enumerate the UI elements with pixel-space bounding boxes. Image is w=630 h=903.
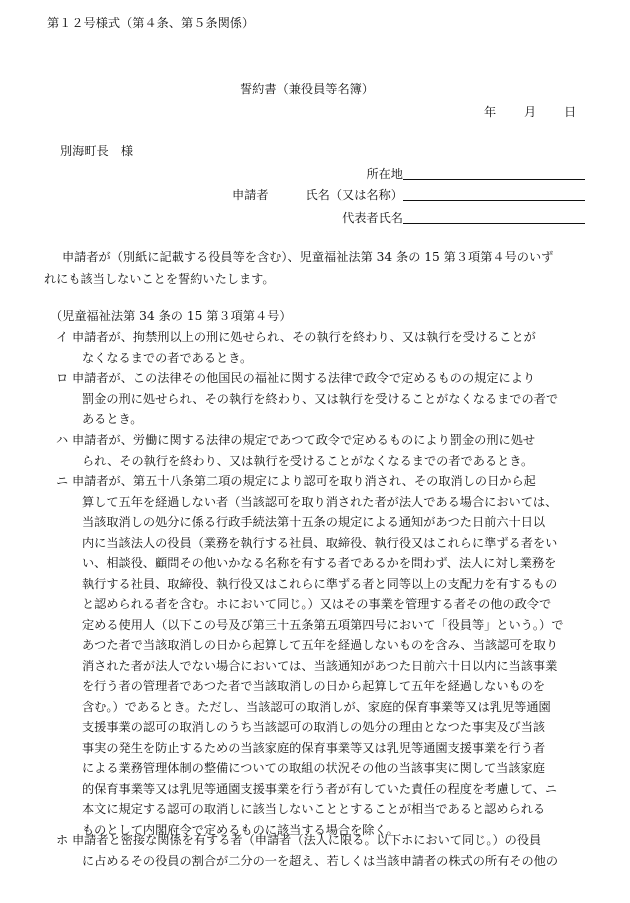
- clause-line: を行う者の管理者であつた者で当該取消しの日から起算して五年を経過しないものを: [82, 679, 546, 693]
- document-title: 誓約書（兼役員等名簿）: [240, 82, 375, 96]
- clause-mark: ニ: [56, 474, 69, 488]
- clause-line: 消された者が法人でない場合においては、当該通知があつた日前六十日以内に当該事業: [82, 658, 558, 673]
- clause-line: 内に当該法人の役員（業務を執行する社員、取締役、執行役又はこれらに準ずる者をい: [82, 535, 558, 550]
- clause-line: 申請者と密接な関係を有する者（申請者（法人に限る。以下ホにおいて同じ。）の役員: [72, 833, 542, 847]
- clause-mark: ホ: [56, 833, 69, 847]
- clause-line: あつた者で当該取消しの日から起算して五年を経過しないものを含み、当該認可を取り: [82, 638, 559, 652]
- applicant-label: 申請者: [232, 188, 269, 202]
- name-field-label: 氏名（又は名称）: [305, 188, 403, 202]
- clause-line: 本文に規定する認可の取消しに該当しないこととすることが相当であると認められる: [82, 802, 546, 816]
- clause-line: 含む。）であるとき。ただし、当該認可の取消しが、家庭的保育事業等又は乳児等通園: [82, 699, 551, 714]
- representative-field-label: 代表者氏名: [342, 211, 403, 225]
- clause-ni: [56, 471, 596, 840]
- clause-line: 罰金の刑に処せられ、その執行を終わり、又は執行を受けることがなくなるまでの者で: [82, 391, 559, 406]
- clause-line: に占めるその役員の割合が二分の一を超え、若しくは当該申請者の株式の所有その他の: [82, 853, 559, 868]
- address-field-line[interactable]: [403, 179, 585, 180]
- clause-mark: ロ: [56, 371, 69, 385]
- date-month-label: 月: [524, 105, 537, 119]
- clause-line: 事実の発生を防止するための当該家庭的保育事業等又は乳児等通園支援事業を行う者: [82, 740, 546, 755]
- clause-line: 当該取消しの処分に係る行政手続法第十五条の規定による通知があつた日前六十日以: [82, 515, 546, 529]
- clause-line: 申請者が、この法律その他国民の福祉に関する法律で政令で定めるものの規定により: [72, 371, 536, 385]
- form-number: 第１２号様式（第４条、第５条関係）: [47, 16, 255, 30]
- clause-line: 申請者が、労働に関する法律の規定であつて政令で定めるものにより罰金の刑に処せ: [72, 433, 536, 447]
- date-day-label: 日: [564, 105, 577, 119]
- clause-ro: [56, 368, 596, 430]
- clause-line: 的保育事業等又は乳児等通園支援事業を行う者が有していた責任の程度を考慮して、ニ: [82, 781, 558, 796]
- clause-line: 執行する社員、取締役、執行役又はこれらに準ずる者と同等以上の支配力を有するもの: [82, 576, 558, 591]
- pledge-line: れにも該当しないことを誓約いたします。: [44, 272, 275, 286]
- name-field-line[interactable]: [403, 200, 585, 201]
- clause-line: 支援事業の認可の取消しのうち当該認可の取消しの処分の理由となつた事実及び当該: [82, 720, 546, 734]
- clause-line: ものとして内閣府令で定めるものに該当する場合を除く。: [82, 822, 399, 837]
- date-year-label: 年: [484, 105, 497, 119]
- clause-mark: イ: [56, 330, 69, 344]
- clause-line: あるとき。: [82, 412, 143, 426]
- clause-ho: [56, 830, 596, 871]
- clause-line: による業務管理体制の整備についての取組の状況その他の当該事実に関して当該家庭: [82, 761, 545, 775]
- clause-line: と認められる者を含む。ホにおいて同じ。）又はその事業を管理する者その他の政令で: [82, 597, 552, 611]
- clause-line: 申請者が、拘禁刑以上の刑に処せられ、その執行を終わり、又は執行を受けることが: [72, 330, 536, 344]
- clause-line: 算して五年を経過しない者（当該認可を取り消された者が法人である場合においては、: [82, 494, 558, 509]
- clause-ha: [56, 430, 596, 471]
- clause-line: い、相談役、顧問その他いかなる名称を有する者であるかを問わず、法人に対し業務を: [82, 556, 557, 570]
- representative-field-line[interactable]: [403, 223, 585, 224]
- addressee: 別海町長 様: [60, 144, 134, 158]
- law-reference: （児童福祉法第 34 条の 15 第３項第４号）: [50, 309, 292, 323]
- clause-line: 申請者が、第五十八条第二項の規定により認可を取り消され、その取消しの日から起: [72, 474, 536, 488]
- address-field-label: 所在地: [366, 167, 403, 181]
- pledge-line: 申請者が（別紙に記載する役員等を含む）、児童福祉法第 34 条の 15 第３項第４号のいず: [62, 250, 554, 264]
- clause-mark: ハ: [56, 433, 69, 447]
- pledge-paragraph: [44, 246, 590, 290]
- clause-i: [56, 327, 596, 368]
- clause-line: なくなるまでの者であるとき。: [82, 350, 253, 365]
- clause-line: られ、その執行を終わり、又は執行を受けることがなくなるまでの者であるとき。: [82, 453, 534, 468]
- clause-line: 定める使用人（以下この号及び第三十五条第五項第四号において「役員等」という。）で: [82, 617, 564, 632]
